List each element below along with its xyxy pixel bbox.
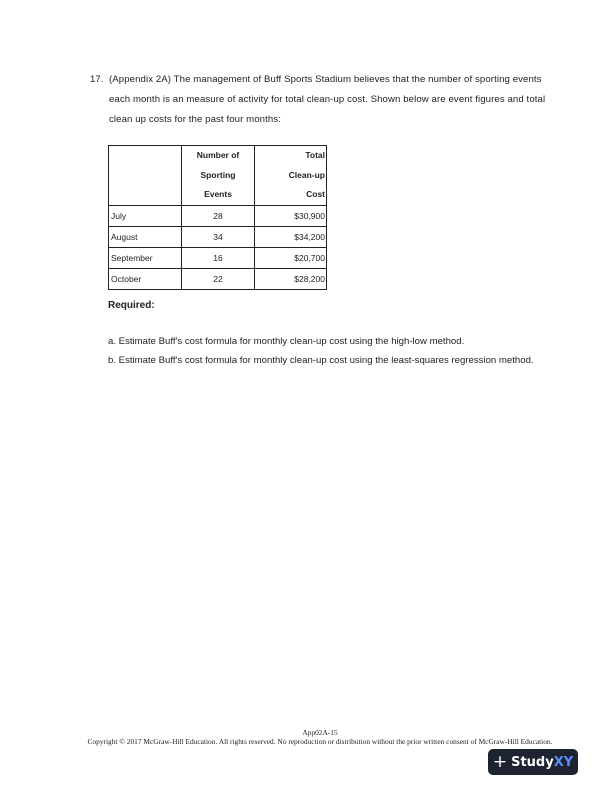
required-heading: Required: — [108, 300, 155, 311]
table-row — [109, 205, 327, 226]
cell-month: August — [109, 226, 182, 247]
cell-cost: $28,200 — [255, 268, 327, 289]
plus-icon: + — [492, 751, 508, 772]
part-a: a. Estimate Buff's cost formula for monthly clean-up cost using the high-low method. — [108, 336, 465, 347]
page-footer — [60, 728, 580, 746]
part-b: b. Estimate Buff's cost formula for monthly clean-up cost using the least-squares regression method. — [108, 355, 534, 366]
question-text: (Appendix 2A) The management of Buff Sports Stadium believes that the number of sporting events each month is an measure of activity for total clean-up cost. Shown below are event figures and total clean up costs for the past four months: — [109, 74, 546, 125]
header-cost: Total Clean-up Cost — [255, 146, 327, 206]
badge-label: StudyXY — [511, 754, 574, 770]
cell-events: 28 — [182, 205, 255, 226]
table-row — [109, 226, 327, 247]
question-number: 17. — [90, 74, 104, 85]
data-table — [108, 145, 327, 290]
cell-cost: $30,900 — [255, 205, 327, 226]
required-parts — [108, 332, 548, 370]
table-header-row — [109, 146, 327, 206]
cell-events: 22 — [182, 268, 255, 289]
table-row — [109, 268, 327, 289]
cell-month: July — [109, 205, 182, 226]
cell-events: 16 — [182, 247, 255, 268]
cell-month: September — [109, 247, 182, 268]
page-id: App02A-15 — [302, 728, 338, 737]
copyright-notice: Copyright © 2017 McGraw-Hill Education. All rights reserved. No reproduction or distribution without the prior written consent of McGraw-Hill Education. — [87, 737, 553, 746]
studyxy-badge[interactable] — [488, 749, 578, 775]
table-row — [109, 247, 327, 268]
cell-cost: $20,700 — [255, 247, 327, 268]
header-month — [109, 146, 182, 206]
cell-cost: $34,200 — [255, 226, 327, 247]
cell-events: 34 — [182, 226, 255, 247]
header-events: Number of Sporting Events — [182, 146, 255, 206]
cell-month: October — [109, 268, 182, 289]
question-block — [90, 70, 550, 130]
